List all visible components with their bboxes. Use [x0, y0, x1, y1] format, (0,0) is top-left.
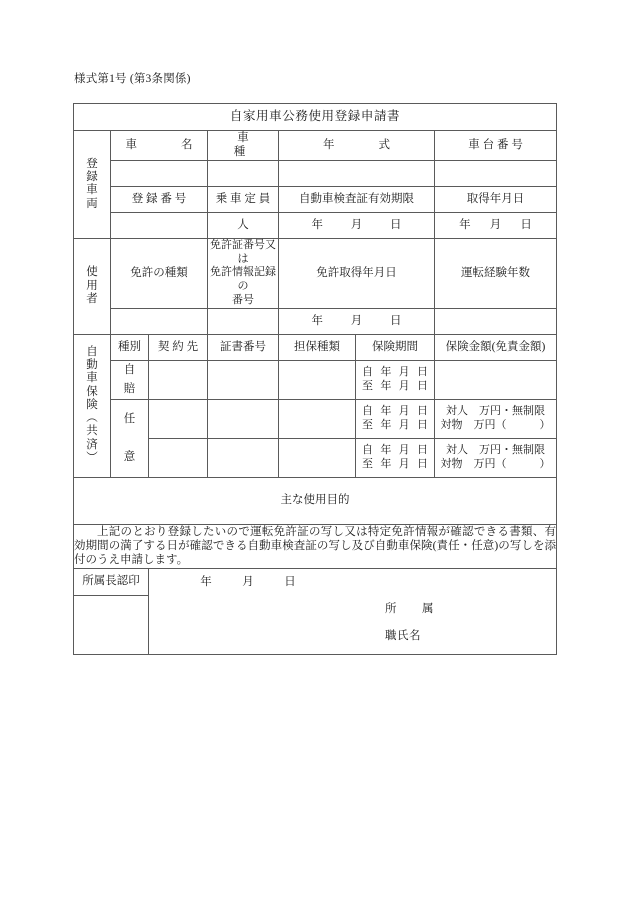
- period-from-label: 自: [362, 443, 373, 456]
- side-label-char: 者: [86, 292, 98, 305]
- period-from-label: 自: [362, 365, 373, 378]
- label-month: 月: [398, 443, 410, 456]
- input-period-voluntary-1[interactable]: [356, 399, 435, 438]
- input-amount-voluntary-2[interactable]: [435, 438, 557, 477]
- declaration-text: 上記のとおり登録したいので運転免許証の写し又は特定免許情報が確認できる書類、有効期間の満了する日が確認できる自動車検査証の写し及び自動車保険(責任・任意)の写しを添付のうえ申請します。: [74, 525, 557, 567]
- label-day: 日: [416, 418, 428, 431]
- label-month: 月: [242, 575, 254, 588]
- period-from-label: 自: [362, 404, 373, 417]
- header-insurance-category: 種別: [111, 334, 149, 360]
- period-to-label: 至: [362, 457, 373, 470]
- label-month: 月: [398, 379, 410, 392]
- header-seating-capacity: 乗 車 定 員: [208, 186, 279, 212]
- input-driving-experience[interactable]: [435, 308, 557, 334]
- label-main-purpose: 主な使用目的: [280, 494, 350, 507]
- side-label-char: 済: [86, 438, 98, 451]
- input-amount-voluntary-1[interactable]: [435, 399, 557, 438]
- header-vehicle-type: 車 種: [208, 131, 279, 161]
- approval-date[interactable]: [185, 575, 311, 589]
- label-year: 年: [311, 219, 323, 232]
- header-inspection-expiry: 自動車検査証有効期限: [279, 186, 435, 212]
- input-coverage-type-compulsory[interactable]: [279, 360, 356, 399]
- header-policy-number: 証書番号: [208, 334, 279, 360]
- input-coverage-type-voluntary-2[interactable]: [279, 438, 356, 477]
- input-contractor-voluntary-2[interactable]: [149, 438, 208, 477]
- amount-property: 対物 万円（ ）: [440, 457, 551, 470]
- label-month: 月: [350, 314, 363, 327]
- input-vehicle-type[interactable]: [208, 160, 279, 186]
- header-insurance-period: 保険期間: [356, 334, 435, 360]
- label-month: 月: [398, 457, 410, 470]
- input-period-voluntary-2[interactable]: [356, 438, 435, 477]
- period-to-label: 至: [362, 379, 373, 392]
- header-license-type: 免許の種類: [111, 238, 208, 308]
- label-year: 年: [459, 219, 471, 232]
- form-number: 様式第1号 (第3条関係): [74, 73, 191, 85]
- header-chassis-number: 車 台 番 号: [435, 131, 557, 161]
- input-period-compulsory[interactable]: [356, 360, 435, 399]
- insurance-type-voluntary: [111, 399, 149, 477]
- side-label-char: 使: [86, 266, 98, 279]
- input-policy-number-voluntary-1[interactable]: [208, 399, 279, 438]
- side-label-char: 自: [86, 346, 98, 359]
- side-label-char: 車: [86, 184, 98, 197]
- label-month: 月: [398, 418, 410, 431]
- label-day: 日: [284, 575, 296, 588]
- input-coverage-type-voluntary-1[interactable]: [279, 399, 356, 438]
- label-year: 年: [200, 575, 212, 588]
- label-year: 年: [380, 443, 392, 456]
- label-month: 月: [398, 404, 410, 417]
- header-acquisition-date: 取得年月日: [435, 186, 557, 212]
- label-year: 年: [380, 418, 392, 431]
- input-contractor-compulsory[interactable]: [149, 360, 208, 399]
- label-year: 年: [380, 379, 392, 392]
- input-vehicle-name[interactable]: [111, 160, 208, 186]
- side-label-char: 保: [86, 385, 98, 398]
- label-year: 年: [311, 314, 323, 327]
- type-char: 自: [123, 363, 136, 376]
- unit-people: 人: [237, 219, 249, 232]
- license-number-line-2: 免許情報記録の: [210, 266, 276, 292]
- input-license-number[interactable]: [208, 308, 279, 334]
- label-day: 日: [416, 457, 428, 470]
- header-registration-number: 登 録 番 号: [111, 186, 208, 212]
- input-contractor-voluntary-1[interactable]: [149, 399, 208, 438]
- input-seating-capacity[interactable]: [208, 212, 279, 238]
- input-acquisition-date[interactable]: [435, 212, 557, 238]
- label-month: 月: [398, 365, 410, 378]
- label-month: 月: [350, 219, 363, 232]
- type-char: 意: [123, 451, 136, 464]
- input-license-type[interactable]: [111, 308, 208, 334]
- input-license-date[interactable]: [279, 308, 435, 334]
- side-label-char: 用: [86, 279, 98, 292]
- input-registration-number[interactable]: [111, 212, 208, 238]
- header-license-date: 免許取得年月日: [279, 238, 435, 308]
- header-driving-experience: 運転経験年数: [435, 238, 557, 308]
- type-char: 任: [123, 412, 136, 425]
- approval-signature-area[interactable]: [149, 568, 557, 654]
- label-day: 日: [520, 219, 532, 232]
- input-main-purpose[interactable]: [74, 477, 557, 524]
- header-insurance-amount: 保険金額(免責金額): [435, 334, 557, 360]
- label-year: 年: [380, 365, 392, 378]
- input-supervisor-seal[interactable]: [74, 595, 149, 654]
- header-insurance-contractor: 契 約 先: [149, 334, 208, 360]
- side-label-char: 動: [86, 359, 98, 372]
- input-policy-number-voluntary-2[interactable]: [208, 438, 279, 477]
- amount-personal: 対人 万円・無制限: [446, 443, 546, 456]
- input-policy-number-compulsory[interactable]: [208, 360, 279, 399]
- label-title-and-name: 職氏名: [385, 629, 421, 642]
- side-label-char: 車: [86, 372, 98, 385]
- application-form-table: [73, 103, 557, 655]
- label-supervisor-seal: 所属長認印: [74, 568, 149, 595]
- side-label-char: ︶: [86, 451, 98, 464]
- side-label-insurance: [74, 334, 111, 477]
- side-label-char: ︵: [86, 412, 98, 425]
- side-label-char: 録: [86, 171, 98, 184]
- amount-property: 対物 万円（ ）: [440, 418, 551, 431]
- side-label-registered-vehicle: [74, 131, 111, 239]
- side-label-char: 両: [86, 197, 98, 210]
- label-organization: 所 属: [385, 602, 441, 615]
- input-inspection-expiry[interactable]: [279, 212, 435, 238]
- period-to-label: 至: [362, 418, 373, 431]
- label-month: 月: [489, 219, 502, 232]
- header-coverage-type: 担保種類: [279, 334, 356, 360]
- label-day: 日: [416, 365, 428, 378]
- label-day: 日: [416, 443, 428, 456]
- side-label-char: 険: [86, 398, 98, 411]
- label-year: 年: [380, 404, 392, 417]
- header-model-year: 年 式: [279, 131, 435, 161]
- type-char: 賠: [123, 382, 136, 395]
- input-chassis-number[interactable]: [435, 160, 557, 186]
- header-vehicle-name: 車 名: [111, 131, 208, 161]
- label-day: 日: [416, 404, 428, 417]
- input-model-year[interactable]: [279, 160, 435, 186]
- input-amount-compulsory[interactable]: [435, 360, 557, 399]
- side-label-user: [74, 238, 111, 334]
- form-title: 自家用車公務使用登録申請書: [74, 104, 557, 131]
- label-day: 日: [416, 379, 428, 392]
- license-number-line-1: 免許証番号又は: [210, 238, 276, 265]
- header-license-number: [208, 238, 279, 308]
- license-number-line-3: 番号: [232, 293, 254, 306]
- label-day: 日: [390, 314, 402, 327]
- label-day: 日: [390, 219, 402, 232]
- side-label-char: 登: [86, 157, 98, 170]
- insurance-type-compulsory: [111, 360, 149, 399]
- side-label-char: 共: [86, 425, 98, 438]
- declaration-text-block: [74, 524, 557, 568]
- amount-personal: 対人 万円・無制限: [446, 404, 546, 417]
- label-year: 年: [380, 457, 392, 470]
